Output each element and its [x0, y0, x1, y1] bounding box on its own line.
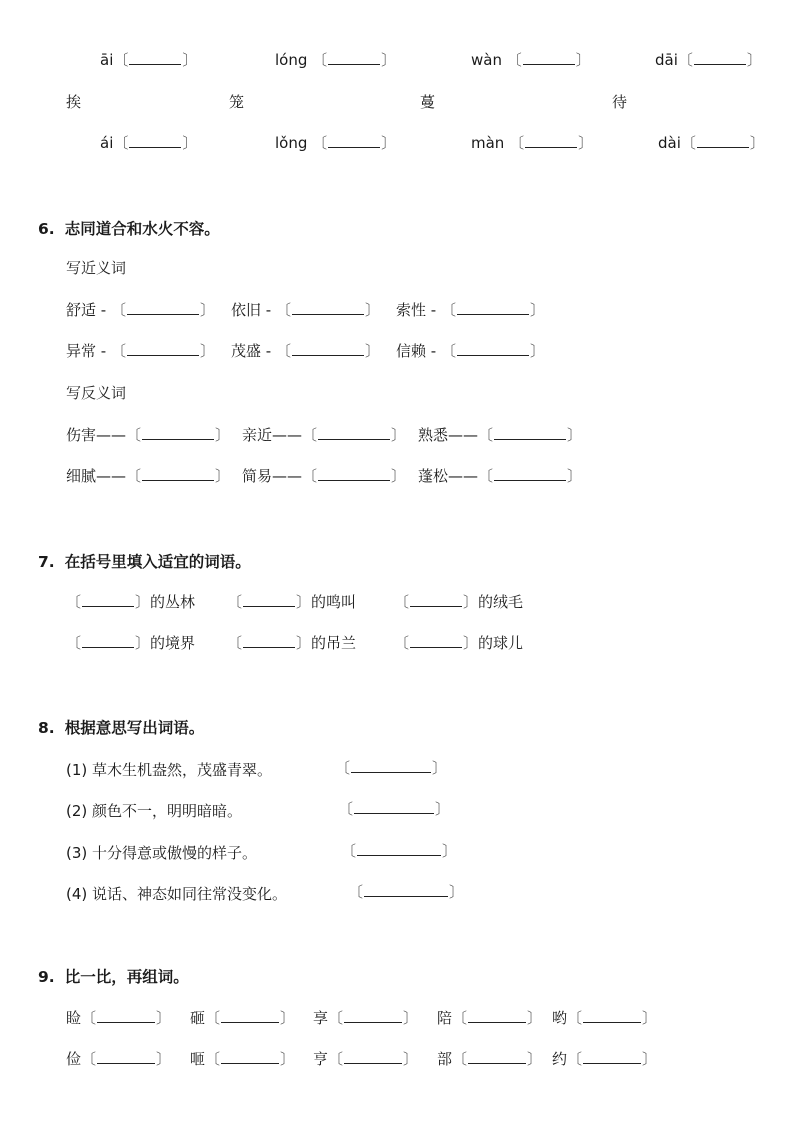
answer-blank[interactable]	[97, 1049, 155, 1064]
question-number: 7.	[38, 553, 55, 571]
definition-item	[66, 760, 272, 780]
compare-item: 俭〔 〕	[66, 1050, 172, 1068]
synonym-item: 信赖 - 〔 〕	[396, 342, 545, 360]
antonym-item: 亲近——〔 〕	[242, 426, 407, 444]
synonym-item: 舒适 - 〔 〕	[66, 301, 215, 319]
synonym-item: 异常 - 〔 〕	[66, 342, 215, 360]
answer-blank[interactable]	[127, 300, 199, 315]
pinyin-label: dāi	[655, 51, 678, 69]
fill-item: 〔 〕的丛林	[66, 593, 196, 611]
pinyin-label: màn	[471, 134, 505, 152]
word-label: 熟悉——	[418, 426, 479, 444]
word-label: 细腻——	[66, 467, 127, 485]
word-label: 异常 -	[66, 342, 107, 360]
answer-bracket: 〔 〕	[341, 842, 458, 860]
answer-blank[interactable]	[344, 1008, 402, 1023]
pinyin-label: lǒng	[275, 134, 308, 152]
compare-char: 部	[437, 1050, 453, 1068]
question-9-heading	[38, 967, 189, 987]
item-number: (2)	[66, 802, 88, 820]
character: 蔓	[420, 93, 436, 111]
fill-word: 的球儿	[478, 634, 524, 652]
answer-blank[interactable]	[243, 592, 295, 607]
definition-text: 十分得意或傲慢的样子。	[92, 844, 258, 862]
answer-bracket: 〔 〕	[338, 800, 451, 818]
answer-blank[interactable]	[583, 1049, 641, 1064]
word-label: 茂盛 -	[231, 342, 272, 360]
compare-item: 砸〔 〕	[190, 1009, 296, 1027]
fill-word: 的鸣叫	[311, 593, 357, 611]
answer-blank[interactable]	[318, 466, 390, 481]
compare-item: 咂〔 〕	[190, 1050, 296, 1068]
pinyin-label: lóng	[275, 51, 308, 69]
antonym-item: 细腻——〔 〕	[66, 467, 231, 485]
antonym-item: 蓬松——〔 〕	[418, 467, 583, 485]
answer-blank[interactable]	[694, 50, 746, 65]
pinyin-label: āi	[100, 51, 114, 69]
compare-char: 享	[313, 1009, 329, 1027]
antonym-item: 伤害——〔 〕	[66, 426, 231, 444]
fill-item: 〔 〕的境界	[66, 634, 196, 652]
compare-item: 哟〔 〕	[552, 1009, 658, 1027]
answer-blank[interactable]	[328, 50, 380, 65]
antonym-item: 简易——〔 〕	[242, 467, 407, 485]
definition-text: 说话、神态如同往常没变化。	[92, 885, 288, 903]
question-8-heading	[38, 718, 204, 738]
compare-char: 俭	[66, 1050, 82, 1068]
answer-blank[interactable]	[523, 50, 575, 65]
answer-blank[interactable]	[292, 300, 364, 315]
pinyin-item: wàn 〔 〕	[471, 51, 591, 69]
fill-word: 的境界	[150, 634, 196, 652]
question-6-heading	[38, 219, 220, 239]
answer-blank[interactable]	[344, 1049, 402, 1064]
answer-blank[interactable]	[494, 425, 566, 440]
answer-blank[interactable]	[583, 1008, 641, 1023]
pinyin-item: ái〔 〕	[100, 134, 198, 152]
question-title: 在括号里填入适宜的词语。	[64, 553, 251, 571]
fill-word: 的丛林	[150, 593, 196, 611]
answer-blank[interactable]	[410, 633, 462, 648]
question-title: 志同道合和水火不容。	[64, 220, 220, 238]
definition-item	[66, 801, 242, 821]
answer-blank[interactable]	[354, 799, 434, 814]
word-label: 信赖 -	[396, 342, 437, 360]
word-label: 简易——	[242, 467, 303, 485]
answer-blank[interactable]	[351, 758, 431, 773]
pinyin-label: ái	[100, 134, 114, 152]
answer-blank[interactable]	[129, 133, 181, 148]
fill-word: 的绒毛	[478, 593, 524, 611]
definition-item	[66, 884, 287, 904]
word-label: 伤害——	[66, 426, 127, 444]
character: 挨	[66, 93, 82, 111]
fill-item: 〔 〕的绒毛	[394, 593, 524, 611]
answer-blank[interactable]	[221, 1049, 279, 1064]
pinyin-item: lǒng 〔 〕	[275, 134, 397, 152]
item-number: (3)	[66, 844, 88, 862]
compare-char: 陪	[437, 1009, 453, 1027]
character: 待	[612, 93, 628, 111]
synonym-item: 依旧 - 〔 〕	[231, 301, 380, 319]
answer-blank[interactable]	[410, 592, 462, 607]
word-label: 亲近——	[242, 426, 303, 444]
compare-char: 咂	[190, 1050, 206, 1068]
answer-blank[interactable]	[243, 633, 295, 648]
question-number: 9.	[38, 968, 55, 986]
compare-item: 约〔 〕	[552, 1050, 658, 1068]
definition-item	[66, 843, 257, 863]
definition-text: 颜色不一，明明暗暗。	[92, 802, 243, 820]
compare-char: 砸	[190, 1009, 206, 1027]
fill-word: 的吊兰	[311, 634, 357, 652]
character: 笼	[229, 93, 245, 111]
answer-blank[interactable]	[127, 341, 199, 356]
answer-bracket: 〔 〕	[348, 883, 465, 901]
compare-item: 部〔 〕	[437, 1050, 543, 1068]
pinyin-item: āi〔 〕	[100, 51, 198, 69]
pinyin-item: lóng 〔 〕	[275, 51, 397, 69]
question-number: 8.	[38, 719, 55, 737]
item-number: (4)	[66, 885, 88, 903]
question-7-heading	[38, 552, 251, 572]
pinyin-item: dāi〔 〕	[655, 51, 762, 69]
pinyin-item: màn 〔 〕	[471, 134, 594, 152]
compare-item: 陪〔 〕	[437, 1009, 543, 1027]
word-label: 蓬松——	[418, 467, 479, 485]
answer-blank[interactable]	[357, 841, 441, 856]
pinyin-label: dài	[658, 134, 681, 152]
question-title: 根据意思写出词语。	[64, 719, 205, 737]
word-label: 依旧 -	[231, 301, 272, 319]
pinyin-label: wàn	[471, 51, 502, 69]
antonym-item: 熟悉——〔 〕	[418, 426, 583, 444]
answer-blank[interactable]	[525, 133, 577, 148]
word-label: 索性 -	[396, 301, 437, 319]
answer-blank[interactable]	[364, 882, 448, 897]
synonym-label: 写近义词	[66, 259, 127, 277]
compare-item: 睑〔 〕	[66, 1009, 172, 1027]
fill-item: 〔 〕的吊兰	[227, 634, 357, 652]
fill-item: 〔 〕的鸣叫	[227, 593, 357, 611]
answer-blank[interactable]	[97, 1008, 155, 1023]
answer-bracket: 〔 〕	[335, 759, 448, 777]
fill-item: 〔 〕的球儿	[394, 634, 524, 652]
synonym-item: 茂盛 - 〔 〕	[231, 342, 380, 360]
answer-blank[interactable]	[457, 300, 529, 315]
compare-char: 亨	[313, 1050, 329, 1068]
synonym-item: 索性 - 〔 〕	[396, 301, 545, 319]
answer-blank[interactable]	[82, 592, 134, 607]
answer-blank[interactable]	[292, 341, 364, 356]
answer-blank[interactable]	[142, 466, 214, 481]
compare-char: 睑	[66, 1009, 82, 1027]
question-title: 比一比，再组词。	[64, 968, 189, 986]
answer-blank[interactable]	[328, 133, 380, 148]
answer-blank[interactable]	[468, 1008, 526, 1023]
answer-blank[interactable]	[494, 466, 566, 481]
answer-blank[interactable]	[468, 1049, 526, 1064]
answer-blank[interactable]	[697, 133, 749, 148]
answer-blank[interactable]	[82, 633, 134, 648]
compare-char: 约	[552, 1050, 568, 1068]
antonym-label: 写反义词	[66, 384, 127, 402]
pinyin-item: dài〔 〕	[658, 134, 765, 152]
answer-blank[interactable]	[318, 425, 390, 440]
compare-char: 哟	[552, 1009, 568, 1027]
answer-blank[interactable]	[142, 425, 214, 440]
question-number: 6.	[38, 220, 55, 238]
word-label: 舒适 -	[66, 301, 107, 319]
compare-item: 享〔 〕	[313, 1009, 419, 1027]
item-number: (1)	[66, 761, 88, 779]
compare-item: 亨〔 〕	[313, 1050, 419, 1068]
answer-blank[interactable]	[129, 50, 181, 65]
definition-text: 草木生机盎然，茂盛青翠。	[92, 761, 273, 779]
answer-blank[interactable]	[457, 341, 529, 356]
answer-blank[interactable]	[221, 1008, 279, 1023]
